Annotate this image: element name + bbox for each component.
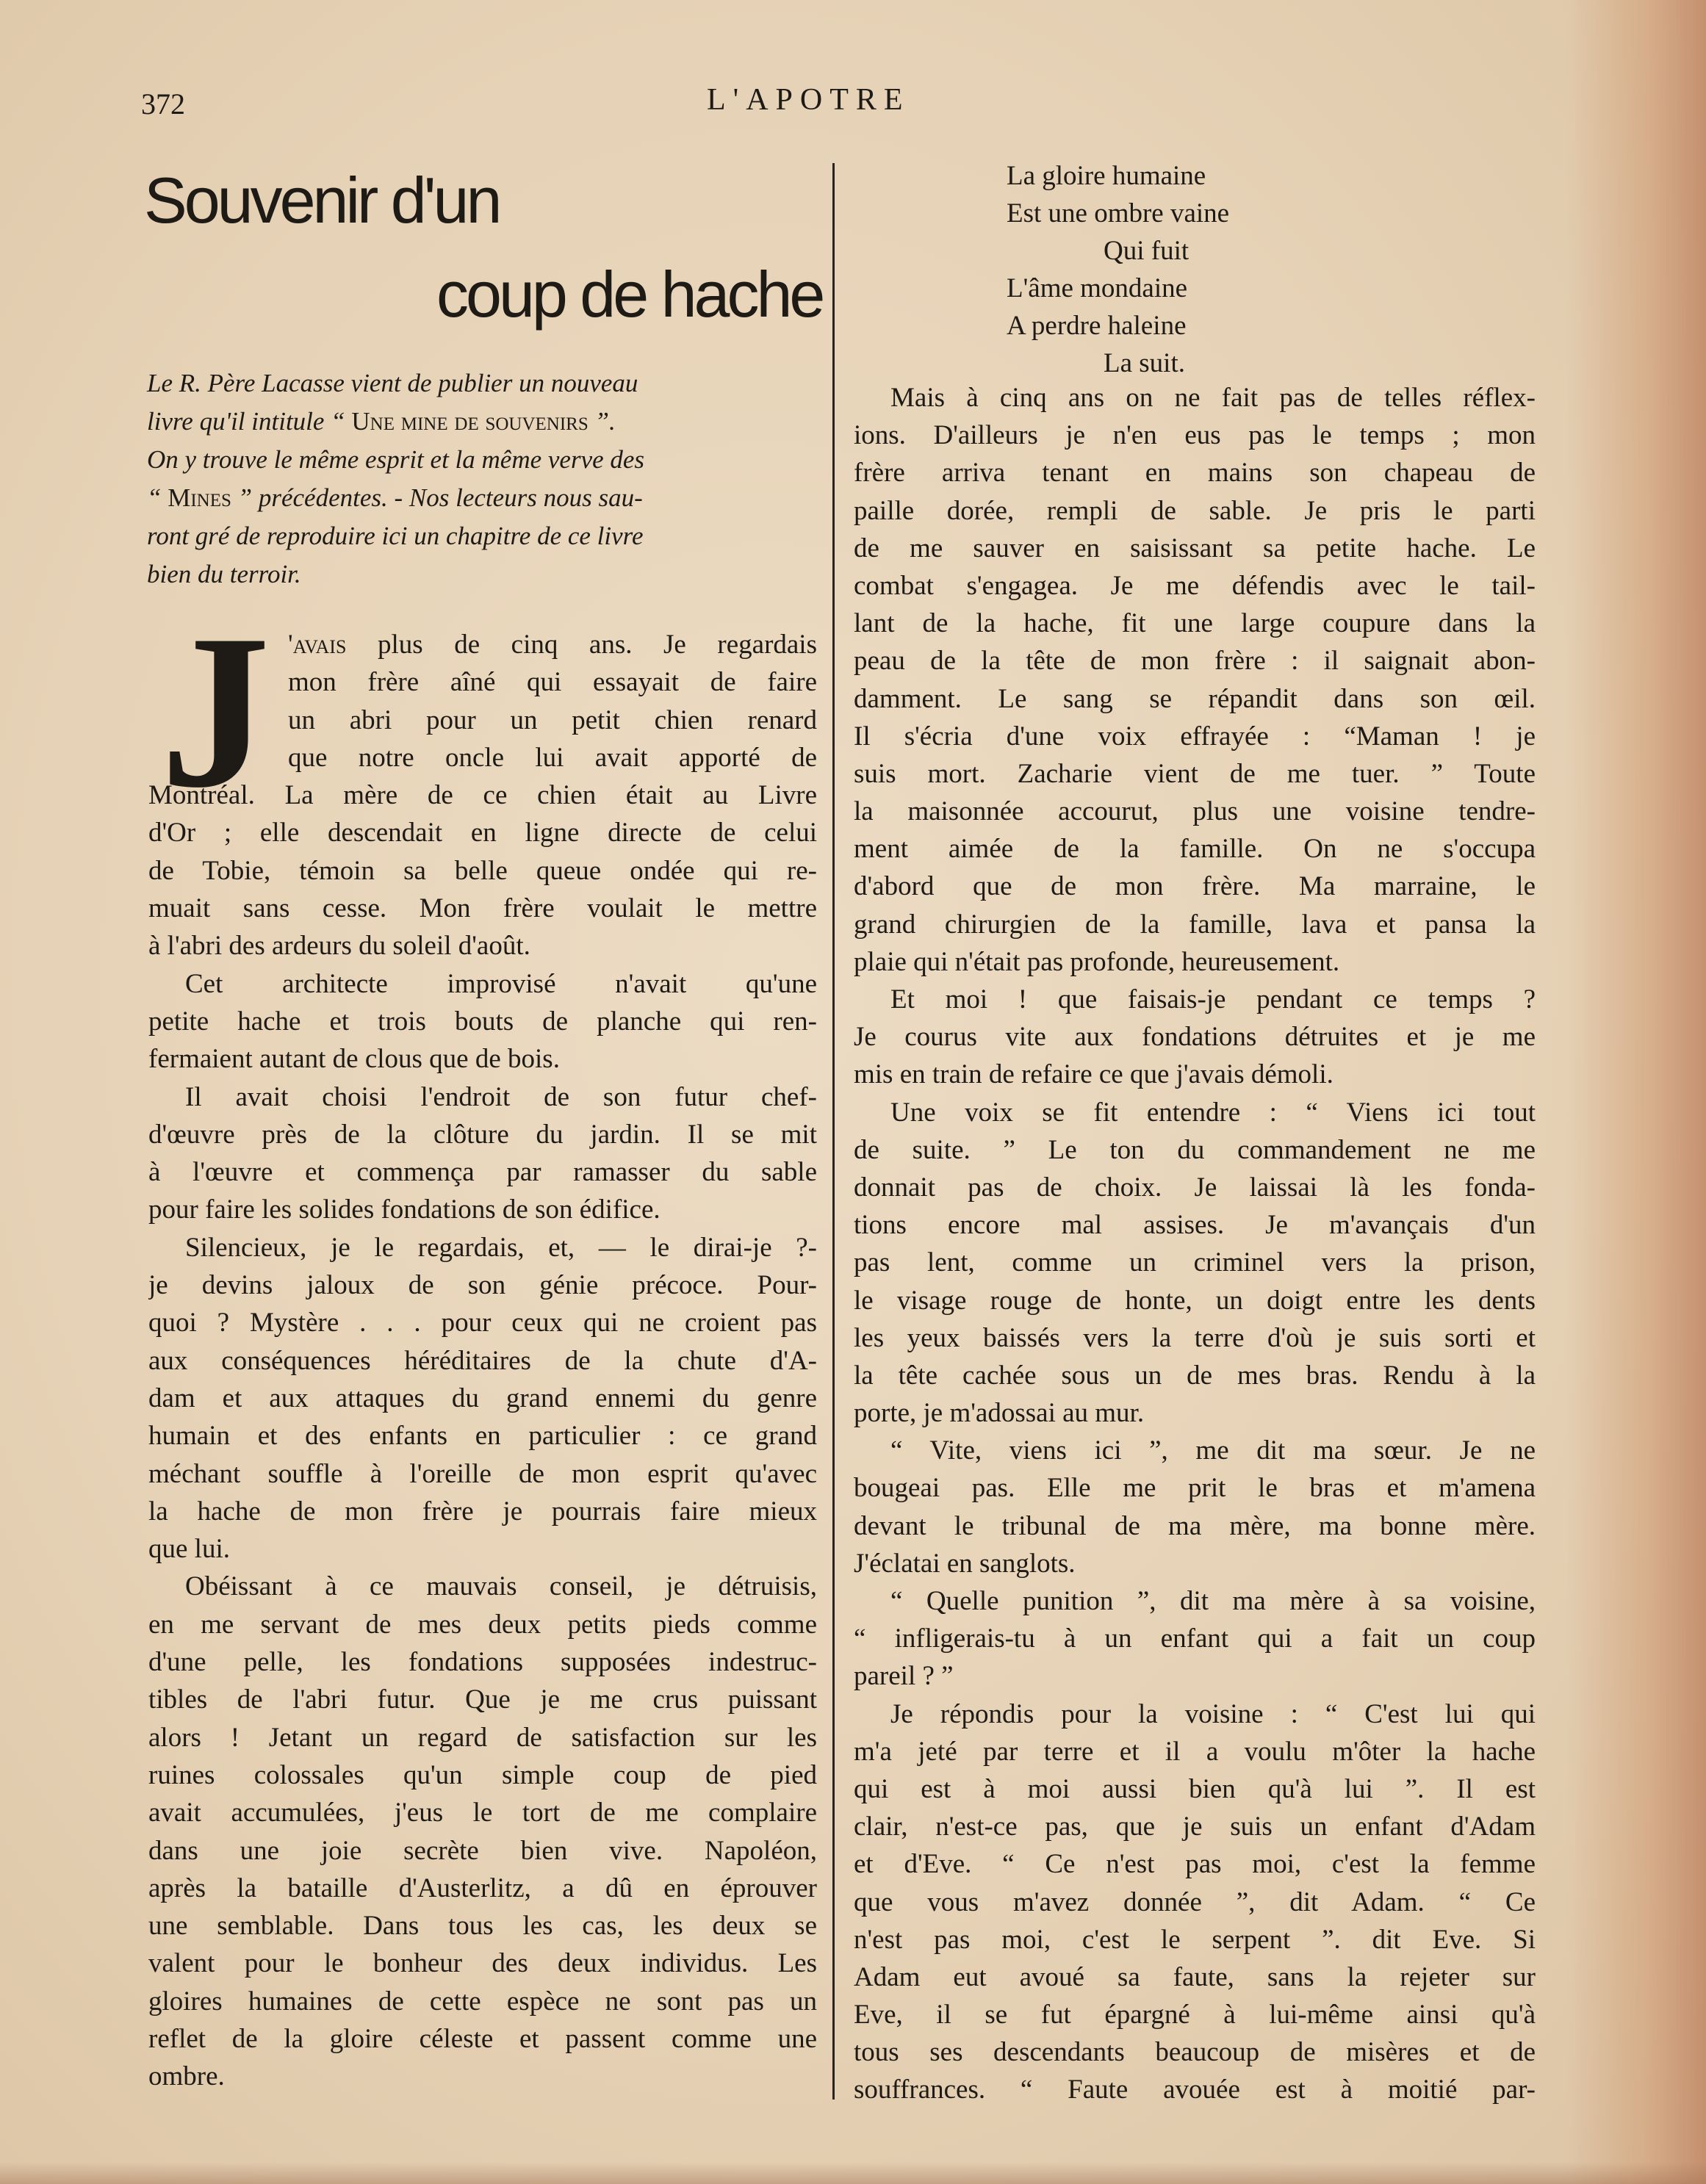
line-text: d'une pelle, les fondations supposées indestruc- — [148, 1647, 817, 1678]
line-text: lant de la hache, fit une large coupure dans la — [854, 608, 1536, 639]
poem-line: Qui fuit — [1104, 236, 1189, 266]
line-text: “ Quelle punition ”, dit ma mère à sa voisine, — [890, 1586, 1536, 1616]
text-line — [148, 1229, 817, 1266]
text-line — [854, 906, 1536, 943]
line-text: pas lent, comme un criminel vers la prison, — [854, 1247, 1536, 1278]
poem-line: A perdre haleine — [1007, 311, 1187, 341]
poem — [1007, 157, 1229, 382]
line-text: tous ses descendants beaucoup de misères et de — [854, 2037, 1536, 2068]
line-text: Il s'écria d'une voix effrayée : “Maman ! je — [854, 721, 1536, 752]
text-line — [854, 1244, 1536, 1281]
text-line — [148, 1153, 817, 1191]
text-line — [854, 718, 1536, 755]
book-title: Une mine de souvenirs — [351, 407, 589, 436]
line-text: méchant souffle à l'oreille de mon esprit qu'avec — [148, 1458, 817, 1489]
text-line — [854, 1169, 1536, 1206]
text-line — [854, 567, 1536, 605]
line-text: ombre. — [148, 2061, 225, 2092]
text-line — [148, 1756, 817, 1794]
left-column-text — [148, 626, 817, 2096]
line-text: Et moi ! que faisais-je pendant ce temps ? — [890, 984, 1536, 1014]
text-line — [854, 1018, 1536, 1056]
poem-line: La gloire humaine — [1007, 161, 1206, 191]
line-text: m'a jeté par terre et il a voulu m'ôter la hache — [854, 1736, 1536, 1767]
line-text: que vous m'avez donnée ”, dit Adam. “ Ce — [854, 1886, 1536, 1917]
line-text: les yeux baissés vers la terre d'où je suis sorti et — [854, 1322, 1536, 1353]
line-text: un abri pour un petit chien renard — [288, 704, 817, 735]
text-line — [148, 1116, 817, 1153]
intro-line: bien du terroir. — [147, 560, 301, 588]
line-text: humain et des enfants en particulier : ce grand — [148, 1421, 817, 1452]
text-line — [148, 1983, 817, 2020]
line-text: valent pour le bonheur des deux individus. Les — [148, 1948, 817, 1979]
line-text: “ infligerais-tu à un enfant qui a fait un coup — [854, 1623, 1536, 1654]
line-text: Cet architecte improvisé n'avait qu'une — [185, 968, 817, 999]
line-text: porte, je m'adossai au mur. — [854, 1398, 1145, 1429]
text-line — [854, 1206, 1536, 1244]
intro-line: Le R. Père Lacasse vient de publier un nouveau — [147, 369, 638, 397]
line-text: Eve, il se fut épargné à lui-même ainsi qu'à — [854, 2000, 1536, 2030]
line-text: la maisonnée accourut, plus une voisine tendre- — [854, 796, 1536, 827]
text-line — [148, 663, 817, 701]
line-text: mon frère aîné qui essayait de faire — [288, 667, 817, 698]
text-line — [854, 1131, 1536, 1169]
text-line — [854, 379, 1536, 417]
text-line — [854, 454, 1536, 491]
line-text: dam et aux attaques du grand ennemi du genre — [148, 1383, 817, 1413]
text-line — [854, 1507, 1536, 1545]
line-text: plaie qui n'était pas profonde, heureusement. — [854, 946, 1340, 977]
text-line — [148, 1870, 817, 1907]
text-line — [854, 1582, 1536, 1620]
poem-line: L'âme mondaine — [1007, 273, 1188, 303]
drop-cap: J — [160, 589, 270, 833]
line-text: à l'abri des ardeurs du soleil d'août. — [148, 931, 530, 962]
text-line — [148, 1719, 817, 1756]
line-text: Montréal. La mère de ce chien était au Livre — [148, 780, 817, 811]
poem-line: Est une ombre vaine — [1007, 198, 1230, 228]
line-text: après la bataille d'Austerlitz, a dû en éprouver — [148, 1873, 817, 1903]
line-text: fermaient autant de clous que de bois. — [148, 1044, 560, 1075]
text-line — [854, 1394, 1536, 1432]
line-text: damment. Le sang se répandit dans son œil. — [854, 683, 1536, 714]
line-text: ruines colossales qu'un simple coup de pied — [148, 1759, 817, 1790]
text-line — [148, 1191, 817, 1228]
text-line — [148, 1417, 817, 1455]
line-text: bougeai pas. Elle me prit le bras et m'amena — [854, 1473, 1536, 1504]
line-text: la tête cachée sous un de mes bras. Rendu à la — [854, 1360, 1536, 1391]
text-line — [854, 830, 1536, 868]
text-line — [148, 890, 817, 927]
line-text: que lui. — [148, 1534, 230, 1565]
text-line — [854, 1770, 1536, 1808]
line-text: frère arriva tenant en mains son chapeau de — [854, 458, 1536, 489]
text-line — [148, 1380, 817, 1417]
text-line — [148, 1493, 817, 1530]
line-text: la hache de mon frère je pourrais faire mieux — [148, 1496, 817, 1527]
line-text: ment aimée de la famille. On ne s'occupa — [854, 834, 1536, 865]
line-text: pareil ? ” — [854, 1661, 954, 1692]
text-line — [854, 1921, 1536, 1958]
text-line — [854, 1469, 1536, 1507]
line-text: Je répondis pour la voisine : “ C'est lui qui — [890, 1698, 1536, 1729]
line-text: reflet de la gloire céleste et passent comme une — [148, 2023, 817, 2054]
text-line — [854, 2071, 1536, 2108]
text-line — [148, 1530, 817, 1568]
text-line — [854, 981, 1536, 1018]
text-line — [148, 1040, 817, 1078]
line-text: “ Vite, viens ici ”, me dit ma sœur. Je ne — [890, 1435, 1536, 1466]
line-text: peau de la tête de mon frère : il saignait abon- — [854, 646, 1536, 677]
line-text: quoi ? Mystère . . . pour ceux qui ne croient pas — [148, 1308, 817, 1338]
text-line — [854, 1282, 1536, 1319]
line-text: pour faire les solides fondations de son édifice. — [148, 1194, 661, 1225]
text-line — [854, 943, 1536, 981]
line-text: Adam eut avoué sa faute, sans la rejeter sur — [854, 1961, 1536, 1992]
text-line — [854, 1695, 1536, 1733]
series-title: Mines — [168, 483, 231, 512]
line-text: de suite. ” Le ton du commandement ne me — [854, 1134, 1536, 1165]
text-line — [854, 642, 1536, 680]
text-line — [148, 1455, 817, 1493]
line-text: à l'œuvre et commença par ramasser du sable — [148, 1157, 817, 1188]
line-text: donnait pas de choix. Je laissai là les fonda- — [854, 1172, 1536, 1203]
line-text: plus de cinq ans. Je regardais — [346, 630, 817, 660]
text-line — [148, 965, 817, 1003]
line-text: avait accumulées, j'eus le tort de me complaire — [148, 1798, 817, 1828]
text-line — [854, 2033, 1536, 2071]
text-line — [148, 702, 817, 739]
text-line — [854, 1996, 1536, 2033]
text-line — [854, 1056, 1536, 1093]
text-line — [854, 1620, 1536, 1657]
intro-line: “ Mines ” précédentes. - Nos lecteurs nous sau- — [147, 483, 643, 512]
line-text: tions encore mal assises. Je m'avançais d'un — [854, 1210, 1536, 1241]
line-text: Mais à cinq ans on ne fait pas de telles réflex- — [890, 383, 1536, 413]
line-text: suis mort. Zacharie vient de me tuer. ” Toute — [854, 758, 1536, 789]
line-text: je devins jaloux de son génie précoce. Pour- — [148, 1270, 817, 1301]
article-title-line-2: coup de hache — [436, 258, 823, 331]
line-text: d'Or ; elle descendait en ligne directe de celui — [148, 818, 817, 848]
intro-line: On y trouve le même esprit et la même verve des — [147, 445, 645, 474]
line-text: Silencieux, je le regardais, et, — le dirai-je ?- — [185, 1232, 817, 1263]
text-line — [148, 1606, 817, 1643]
line-text: alors ! Jetant un regard de satisfaction sur les — [148, 1722, 817, 1753]
text-line — [148, 1643, 817, 1681]
line-text: de Tobie, témoin sa belle queue ondée qui re- — [148, 855, 817, 886]
text-line — [854, 1884, 1536, 1921]
text-line — [854, 868, 1536, 905]
line-text: ions. D'ailleurs je n'en eus pas le temps ; mon — [854, 420, 1536, 451]
line-text: en me servant de mes deux petits pieds comme — [148, 1609, 817, 1640]
line-text: une semblable. Dans tous les cas, les deux se — [148, 1911, 817, 1942]
line-text: mis en train de refaire ce que j'avais démoli. — [854, 1059, 1334, 1090]
line-text: paille dorée, rempli de sable. Je pris le parti — [854, 495, 1536, 526]
line-text: souffrances. “ Faute avouée est à moitié par- — [854, 2075, 1536, 2105]
text-line — [854, 680, 1536, 718]
article-title-line-1: Souvenir d'un — [144, 164, 500, 237]
line-text: Une voix se fit entendre : “ Viens ici tout — [890, 1097, 1536, 1128]
poem-line: La suit. — [1104, 348, 1185, 378]
text-line — [854, 1808, 1536, 1845]
text-line — [854, 1733, 1536, 1770]
line-text: Il avait choisi l'endroit de son futur chef- — [185, 1081, 817, 1112]
text-line — [148, 776, 817, 814]
line-text: muait sans cesse. Mon frère voulait le mettre — [148, 893, 817, 924]
line-text: d'abord que de mon frère. Ma marraine, le — [854, 871, 1536, 902]
text-line — [148, 852, 817, 890]
text-line — [854, 530, 1536, 567]
line-text: gloires humaines de cette espèce ne sont pas un — [148, 1986, 817, 2017]
page-bottom-shadow — [0, 2162, 1706, 2184]
page-edge-shadow — [1566, 0, 1706, 2184]
text-line — [148, 1304, 817, 1341]
text-line — [854, 605, 1536, 642]
right-column-text — [854, 379, 1536, 2109]
line-text: combat s'engagea. Je me défendis avec le tail- — [854, 570, 1536, 601]
text-line — [148, 927, 817, 965]
line-text: d'œuvre près de la clôture du jardin. Il se mit — [148, 1119, 817, 1150]
text-line — [854, 1319, 1536, 1357]
text-line — [854, 793, 1536, 830]
line-text: le visage rouge de honte, un doigt entre les dents — [854, 1285, 1536, 1316]
text-line — [854, 1657, 1536, 1695]
text-line — [148, 739, 817, 776]
line-text: que notre oncle lui avait apporté de — [288, 742, 817, 773]
line-text: J'éclatai en sanglots. — [854, 1548, 1076, 1579]
article-intro — [147, 364, 849, 594]
line-text: Obéissant à ce mauvais conseil, je détruisis, — [185, 1571, 817, 1602]
text-line — [854, 1845, 1536, 1883]
line-text: grand chirurgien de la famille, lava et pansa la — [854, 909, 1536, 940]
first-word: 'avais — [288, 630, 347, 660]
text-line — [148, 1568, 817, 1605]
text-line — [148, 1945, 817, 1982]
text-line — [854, 1357, 1536, 1394]
text-line — [854, 1094, 1536, 1131]
text-line — [148, 814, 817, 851]
text-line — [148, 1342, 817, 1380]
text-line — [854, 755, 1536, 793]
text-line — [148, 1681, 817, 1718]
line-text: et d'Eve. “ Ce n'est pas moi, c'est la femme — [854, 1849, 1536, 1880]
running-title: L'APOTRE — [707, 83, 910, 117]
line-text: clair, n'est-ce pas, que je suis un enfant d'Adam — [854, 1812, 1536, 1842]
intro-line: ront gré de reproduire ici un chapitre de ce livre — [147, 522, 644, 550]
text-line — [148, 1832, 817, 1870]
line-text: aux conséquences héréditaires de la chute d'A- — [148, 1345, 817, 1376]
text-line — [148, 1003, 817, 1040]
text-line — [148, 1078, 817, 1116]
intro-line: livre qu'il intitule “ Une mine de souvenirs ”. — [147, 407, 616, 436]
line-text: Je courus vite aux fondations détruites et je me — [854, 1022, 1536, 1053]
line-text: n'est pas moi, c'est le serpent ”. dit Eve. Si — [854, 1924, 1536, 1955]
line-text: petite hache et trois bouts de planche qui ren- — [148, 1006, 817, 1037]
text-line — [854, 1545, 1536, 1582]
page-number: 372 — [141, 87, 185, 120]
text-line — [148, 1907, 817, 1945]
text-line — [148, 1266, 817, 1304]
text-line — [854, 492, 1536, 530]
text-line — [854, 1958, 1536, 1996]
text-line — [148, 2020, 817, 2058]
line-text: qui est à moi aussi bien qu'à lui ”. Il est — [854, 1773, 1536, 1804]
text-line — [854, 1432, 1536, 1469]
line-text: dans une joie secrète bien vive. Napoléon, — [148, 1835, 817, 1866]
line-text: tibles de l'abri futur. Que je me crus puissant — [148, 1684, 817, 1715]
text-line — [148, 2058, 817, 2095]
line-text: devant le tribunal de ma mère, ma bonne mère. — [854, 1510, 1536, 1541]
text-line — [148, 1794, 817, 1831]
text-line — [854, 417, 1536, 454]
line-text: de me sauver en saisissant sa petite hache. Le — [854, 533, 1536, 563]
text-line — [148, 626, 817, 663]
